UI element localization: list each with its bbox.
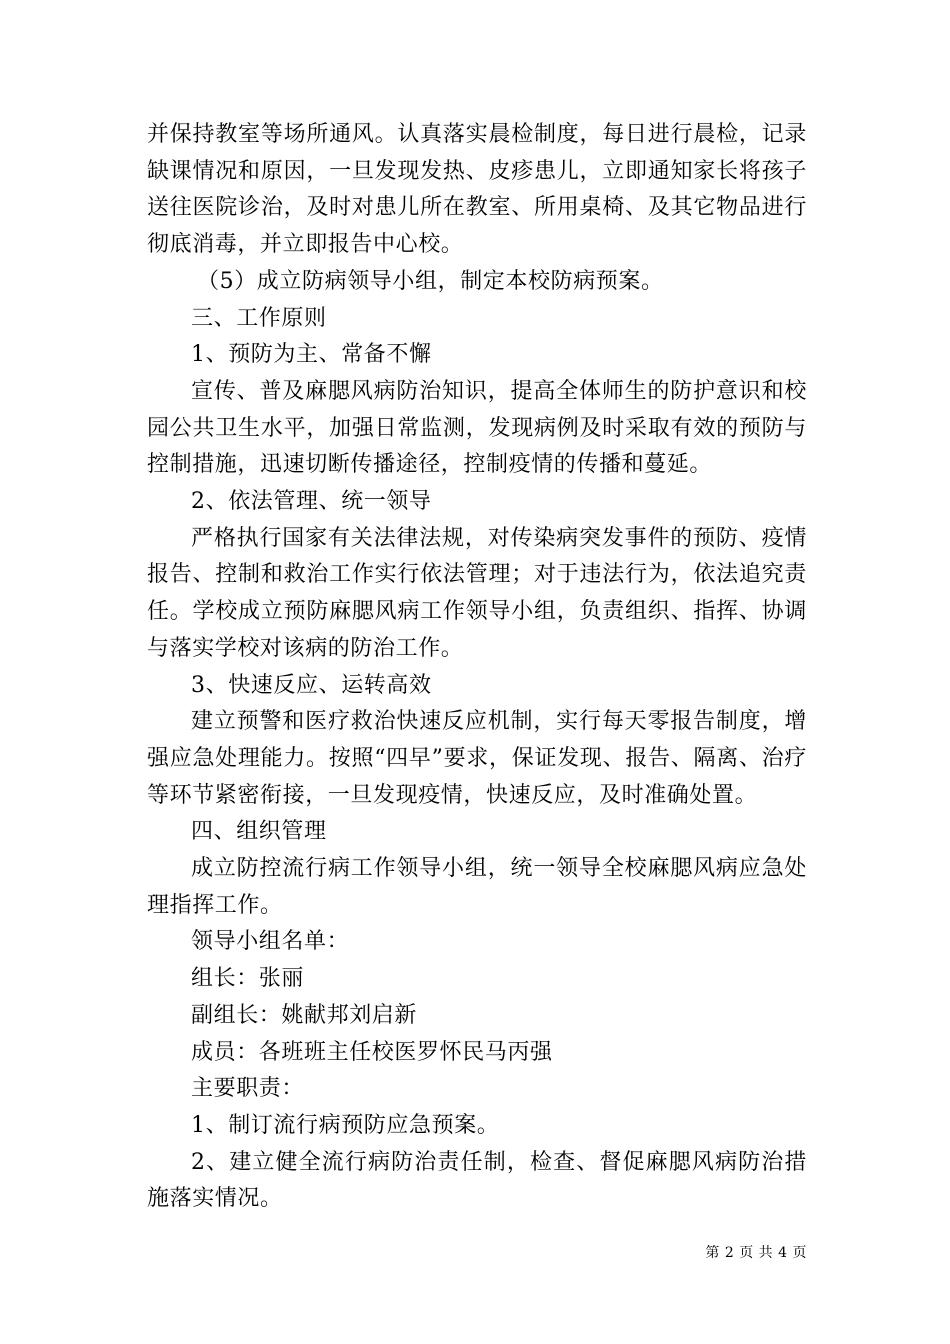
paragraph-item-5: （5）成立防病领导小组，制定本校防病预案。: [197, 268, 664, 294]
member-deputy: 副组长：姚献邦刘启新: [191, 1002, 418, 1028]
section-heading-principles: 三、工作原则: [191, 305, 327, 331]
section-heading-organization: 四、组织管理: [191, 819, 327, 845]
paragraph-prevention: 宣传、普及麻腮风病防治知识，提高全体师生的防护意识和校园公共卫生水平，加强日常监测，发现病例及时采取有效的预防与控制措施，迅速切断传播途径，控制疫情的传播和蔓延。: [147, 378, 807, 478]
subheading-prevention: 1、预防为主、常备不懈: [191, 342, 432, 368]
duty-item-2: 2、建立健全流行病防治责任制，检查、督促麻腮风病防治措施落实情况。: [147, 1149, 807, 1212]
document-body: [147, 117, 807, 1218]
member-leader: 组长：张丽: [191, 966, 305, 992]
list-heading-members: 领导小组名单：: [191, 929, 350, 955]
paragraph-law: 严格执行国家有关法律法规，对传染病突发事件的预防、疫情报告、控制和救治工作实行依法管理；对于违法行为，依法追究责任。学校成立预防麻腮风病工作领导小组，负责组织、指挥、协调与落实学校对该病的防治工作。: [147, 525, 807, 661]
paragraph-organization: 成立防控流行病工作领导小组，统一领导全校麻腮风病应急处理指挥工作。: [147, 856, 807, 918]
subheading-law: 2、依法管理、统一领导: [191, 489, 432, 515]
page-number: 第 2 页 共 4 页: [705, 1245, 807, 1261]
list-heading-duties: 主要职责：: [191, 1076, 305, 1102]
paragraph-continuation: 并保持教室等场所通风。认真落实晨检制度，每日进行晨检，记录缺课情况和原因，一旦发现发热、皮疹患儿，立即通知家长将孩子送往医院诊治，及时对患儿所在教室、所用桌椅、及其它物品进行彻底消毒，并立即报告中心校。: [147, 122, 807, 258]
member-team: 成员：各班班主任校医罗怀民马丙强: [191, 1039, 553, 1065]
duty-item-1: 1、制订流行病预防应急预案。: [191, 1112, 500, 1138]
paragraph-response: 建立预警和医疗救治快速反应机制，实行每天零报告制度，增强应急处理能力。按照“四早”要求，保证发现、报告、隔离、治疗等环节紧密衔接，一旦发现疫情，快速反应，及时准确处置。: [147, 709, 807, 808]
subheading-response: 3、快速反应、运转高效: [191, 672, 432, 698]
